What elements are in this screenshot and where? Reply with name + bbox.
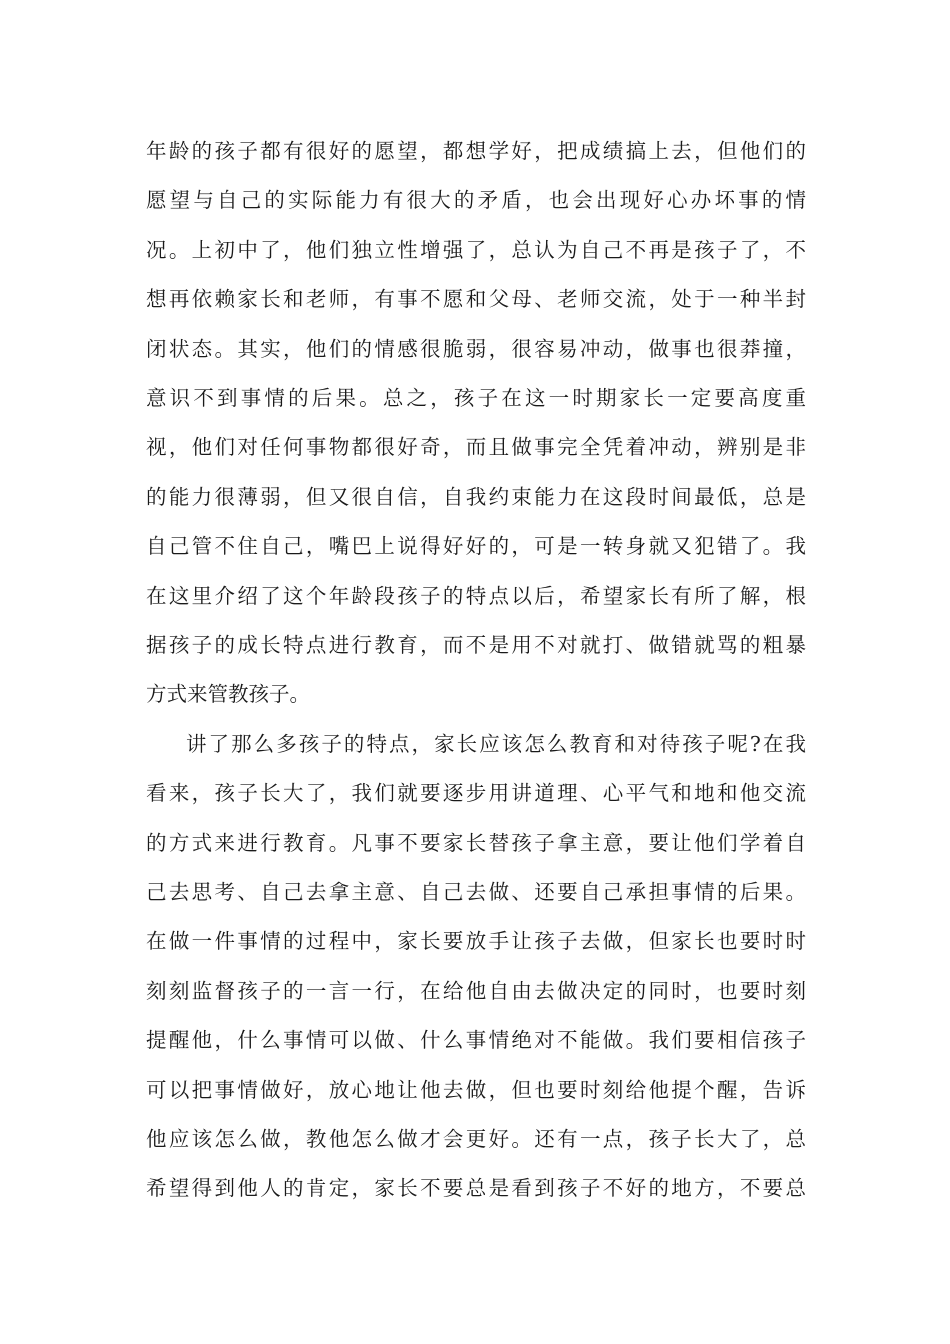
text-line: 可以把事情做好，放心地让他去做，但也要时刻给他提个醒，告诉 [146,1078,806,1102]
text-line: 的能力很薄弱，但又很自信，自我约束能力在这段时间最低，总是 [146,485,806,509]
text-line: 据孩子的成长特点进行教育，而不是用不对就打、做错就骂的粗暴 [146,633,806,657]
text-line: 意识不到事情的后果。总之，孩子在这一时期家长一定要高度重 [146,386,806,410]
text-line: 况。上初中了，他们独立性增强了，总认为自己不再是孩子了，不 [146,238,806,262]
text-line: 愿望与自己的实际能力有很大的矛盾，也会出现好心办坏事的情 [146,188,806,212]
text-line: 视，他们对任何事物都很好奇，而且做事完全凭着冲动，辨别是非 [146,435,806,459]
text-line: 想再依赖家长和老师，有事不愿和父母、老师交流，处于一种半封 [146,287,806,311]
text-line: 看来，孩子长大了，我们就要逐步用讲道理、心平气和地和他交流 [146,781,806,805]
text-line: 的方式来进行教育。凡事不要家长替孩子拿主意，要让他们学着自 [146,831,806,855]
text-line: 方式来管教孩子。 [146,682,310,706]
paragraph-first-line: 讲了那么多孩子的特点，家长应该怎么教育和对待孩子呢?在我 [186,732,806,756]
text-line: 提醒他，什么事情可以做、什么事情绝对不能做。我们要相信孩子 [146,1028,806,1052]
text-line: 希望得到他人的肯定，家长不要总是看到孩子不好的地方，不要总 [146,1176,806,1200]
text-line: 己去思考、自己去拿主意、自己去做、还要自己承担事情的后果。 [146,880,806,904]
text-line: 在这里介绍了这个年龄段孩子的特点以后，希望家长有所了解，根 [146,584,806,608]
text-line: 闭状态。其实，他们的情感很脆弱，很容易冲动，做事也很莽撞， [146,337,806,361]
text-line: 他应该怎么做，教他怎么做才会更好。还有一点，孩子长大了，总 [146,1127,806,1151]
text-line: 年龄的孩子都有很好的愿望，都想学好，把成绩搞上去，但他们的 [146,139,806,163]
text-line: 刻刻监督孩子的一言一行，在给他自由去做决定的同时，也要时刻 [146,979,806,1003]
text-line: 自己管不住自己，嘴巴上说得好好的，可是一转身就又犯错了。我 [146,534,806,558]
text-line: 在做一件事情的过程中，家长要放手让孩子去做，但家长也要时时 [146,929,806,953]
